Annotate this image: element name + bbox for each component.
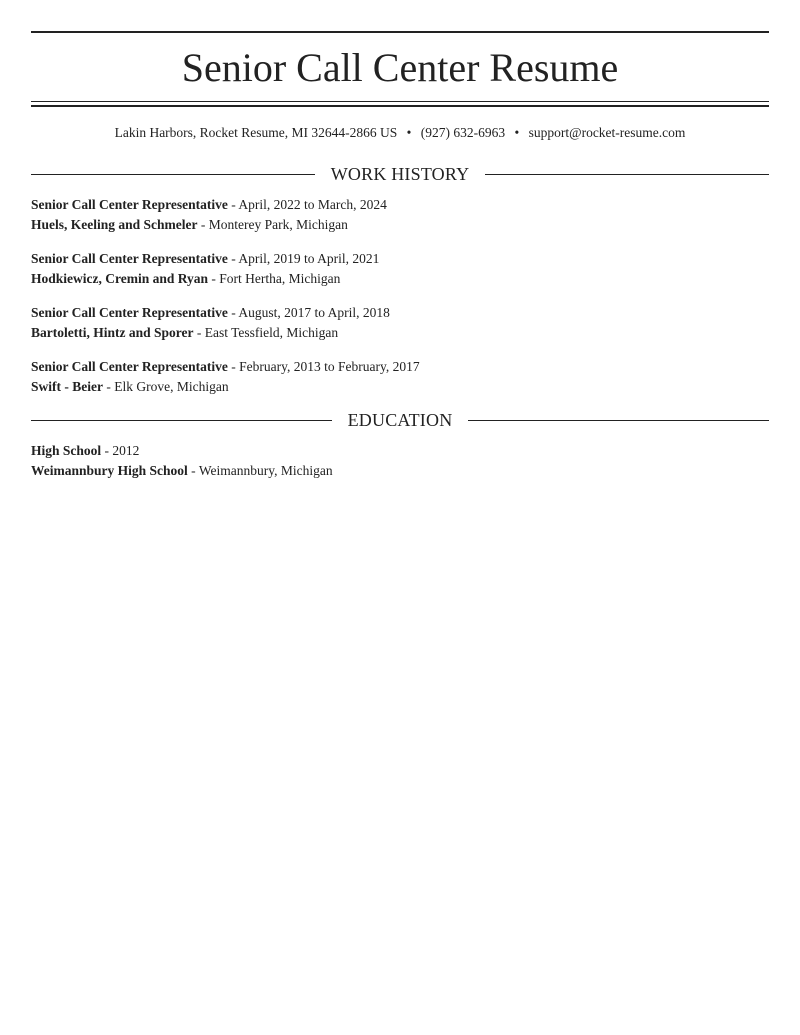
education-entry-degree: High School bbox=[31, 443, 102, 458]
page-title: Senior Call Center Resume bbox=[181, 45, 619, 90]
top-rule bbox=[31, 31, 769, 33]
dash: - bbox=[104, 443, 110, 458]
work-entry-location: Fort Hertha, Michigan bbox=[219, 271, 341, 286]
dash: - bbox=[231, 197, 236, 212]
education-entry-year: 2012 bbox=[112, 443, 140, 458]
work-entry-role-row bbox=[31, 303, 769, 323]
dash: - bbox=[211, 271, 216, 286]
work-entry-role: Senior Call Center Representative bbox=[31, 197, 228, 212]
dash: - bbox=[106, 379, 111, 394]
title-rule-thin bbox=[31, 101, 769, 102]
work-entry-role-row bbox=[31, 357, 769, 377]
heading-rule-left bbox=[31, 174, 315, 175]
work-entry bbox=[31, 303, 769, 343]
heading-rule-right bbox=[485, 174, 769, 175]
education-entry-school-row bbox=[31, 461, 769, 481]
work-entry bbox=[31, 195, 769, 235]
work-entry-company-row bbox=[31, 215, 769, 235]
work-entry-location: East Tessfield, Michigan bbox=[204, 325, 339, 340]
work-entry-role-row bbox=[31, 249, 769, 269]
contact-phone: (927) 632-6963 bbox=[420, 125, 506, 140]
dash: - bbox=[231, 251, 236, 266]
contact-address: Lakin Harbors, Rocket Resume, MI 32644-2866 US bbox=[114, 125, 398, 140]
work-entry-role: Senior Call Center Representative bbox=[31, 251, 228, 266]
work-history-heading bbox=[31, 162, 769, 186]
contact-email: support@rocket-resume.com bbox=[528, 125, 686, 140]
education-entry-location: Weimannbury, Michigan bbox=[198, 463, 333, 478]
work-entry-location: Monterey Park, Michigan bbox=[208, 217, 348, 232]
contact-separator: • bbox=[514, 125, 520, 140]
work-entry-company-row bbox=[31, 377, 769, 397]
work-entry-company: Hodkiewicz, Cremin and Ryan bbox=[31, 271, 209, 286]
dash: - bbox=[191, 463, 196, 478]
work-entry-company-row bbox=[31, 323, 769, 343]
education-title: EDUCATION bbox=[347, 410, 453, 430]
contact-line bbox=[31, 123, 769, 143]
work-entry-company: Huels, Keeling and Schmeler bbox=[31, 217, 198, 232]
work-entry-location: Elk Grove, Michigan bbox=[114, 379, 229, 394]
work-entry-dates: April, 2019 to April, 2021 bbox=[238, 251, 380, 266]
education-entry-degree-row bbox=[31, 441, 769, 461]
dash: - bbox=[196, 325, 202, 340]
education-entry-school: Weimannbury High School bbox=[31, 463, 188, 478]
work-entry bbox=[31, 357, 769, 397]
education-entry bbox=[31, 441, 769, 481]
work-entry-company: Swift - Beier bbox=[31, 379, 103, 394]
work-entry-company: Bartoletti, Hintz and Sporer bbox=[31, 325, 194, 340]
work-entry-company-row bbox=[31, 269, 769, 289]
heading-rule-left bbox=[31, 420, 332, 421]
work-entry-role: Senior Call Center Representative bbox=[31, 305, 228, 320]
work-entry bbox=[31, 249, 769, 289]
work-entry-role-row bbox=[31, 195, 769, 215]
work-entry-role: Senior Call Center Representative bbox=[31, 359, 228, 374]
dash: - bbox=[200, 217, 206, 232]
title-rule-thick bbox=[31, 105, 769, 107]
dash: - bbox=[231, 305, 236, 320]
contact-separator: • bbox=[406, 125, 412, 140]
work-history-title: WORK HISTORY bbox=[330, 164, 470, 184]
work-entry-dates: August, 2017 to April, 2018 bbox=[238, 305, 390, 320]
heading-rule-right bbox=[468, 420, 769, 421]
dash: - bbox=[231, 359, 236, 374]
education-heading bbox=[31, 408, 769, 432]
work-entry-dates: February, 2013 to February, 2017 bbox=[239, 359, 420, 374]
work-entry-dates: April, 2022 to March, 2024 bbox=[238, 197, 387, 212]
